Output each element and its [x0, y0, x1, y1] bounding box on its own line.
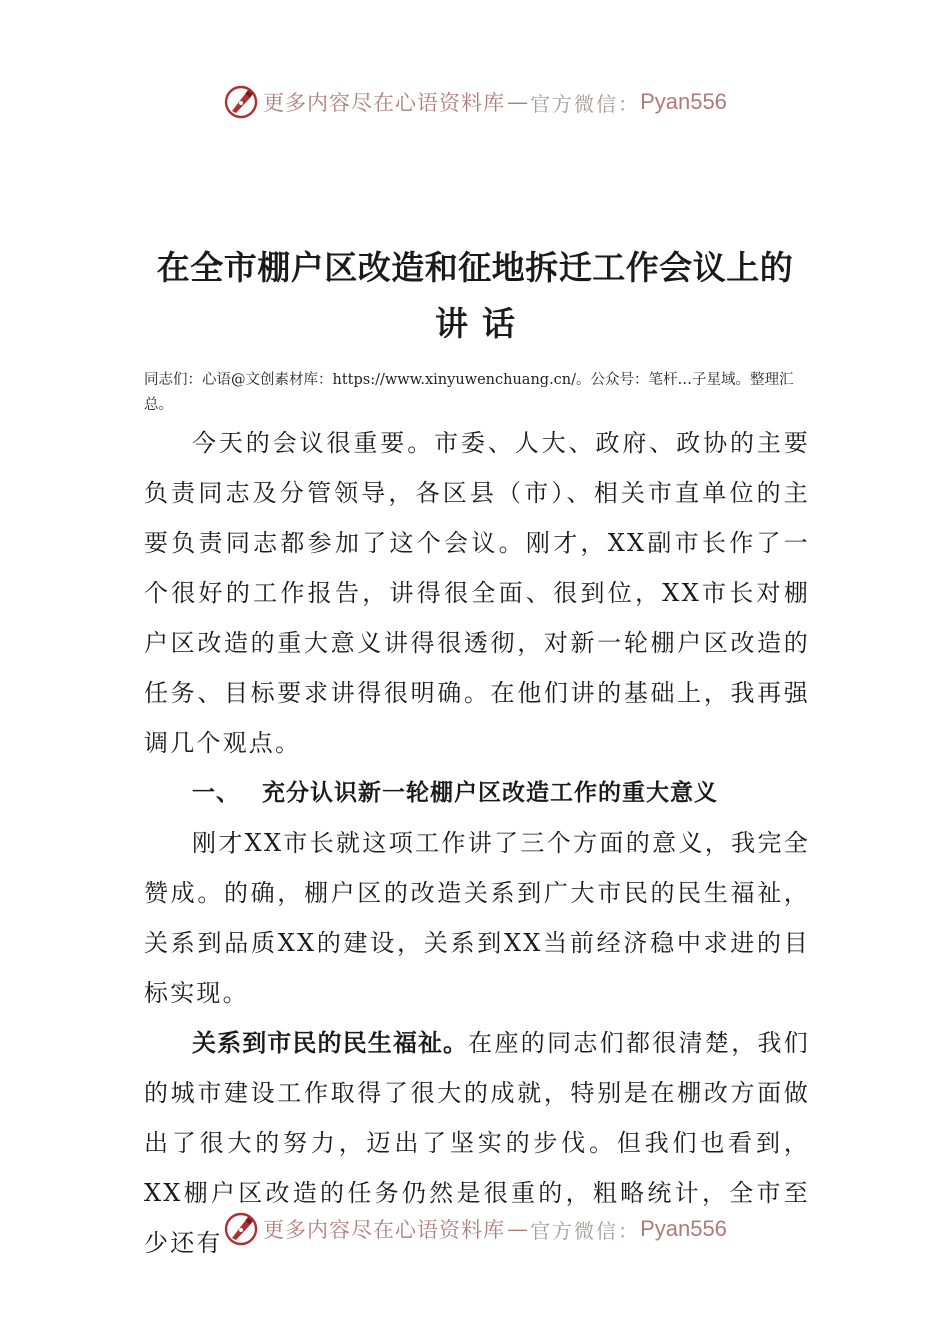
- document-body: [144, 418, 810, 1268]
- footer-banner: [0, 1209, 950, 1249]
- paragraph-3-lead: 关系到市民的民生福祉。: [192, 1029, 469, 1057]
- document-title: [140, 240, 810, 352]
- title-line-1: 在全市棚户区改造和征地拆迁工作会议上的: [156, 248, 794, 287]
- banner-text: 更多内容尽在心语资料库: [263, 91, 506, 115]
- section-heading-1: [144, 768, 810, 818]
- section-number: 一、: [192, 780, 240, 806]
- pen-nib-logo-icon: [223, 1211, 259, 1247]
- banner-text: 更多内容尽在心语资料库: [263, 1218, 506, 1242]
- paragraph-1: 今天的会议很重要。市委、人大、政府、政协的主要负责同志及分管领导，各区县（市）、相关市直单位的主要负责同志都参加了这个会议。刚才，XX副市长作了一个很好的工作报告，讲得很全面、很到位，XX市长对棚户区改造的重大意义讲得很透彻，对新一轮棚户区改造的任务、目标要求讲得很明确。在他们讲的基础上，我再强调几个观点。: [144, 429, 810, 757]
- banner-separator: —: [507, 1217, 529, 1241]
- header-banner: [0, 82, 950, 122]
- title-line-2: 讲话: [435, 304, 529, 343]
- paragraph-2: 刚才XX市长就这项工作讲了三个方面的意义，我完全赞成。的确，棚户区的改造关系到广大市民的民生福祉，关系到品质XX的建设，关系到XX当前经济稳中求进的目标实现。: [144, 829, 810, 1007]
- source-note: 同志们：心语@文创素材库：https://www.xinyuwenchuang.cn/。公众号：笔杆…子星域。整理汇总。: [144, 372, 794, 413]
- banner-wechat-label: 官方微信：: [530, 91, 641, 116]
- banner-wechat-label: 官方微信：: [530, 1218, 641, 1243]
- banner-separator: —: [507, 90, 529, 114]
- banner-wechat-id: Pyan556: [640, 1216, 727, 1241]
- banner-wechat-id: Pyan556: [640, 89, 727, 114]
- section-heading-text: 充分认识新一轮棚户区改造工作的重大意义: [262, 780, 718, 806]
- paragraph-3-text: 在座的同志们都很清楚，我们的城市建设工作取得了很大的成就，特别是在棚改方面做出了很大的努力，迈出了坚实的步伐。但我们也看到，XX棚户区改造的任务仍然是很重的，粗略统计，全市至少还有: [144, 1029, 811, 1257]
- pen-nib-logo-icon: [223, 84, 259, 120]
